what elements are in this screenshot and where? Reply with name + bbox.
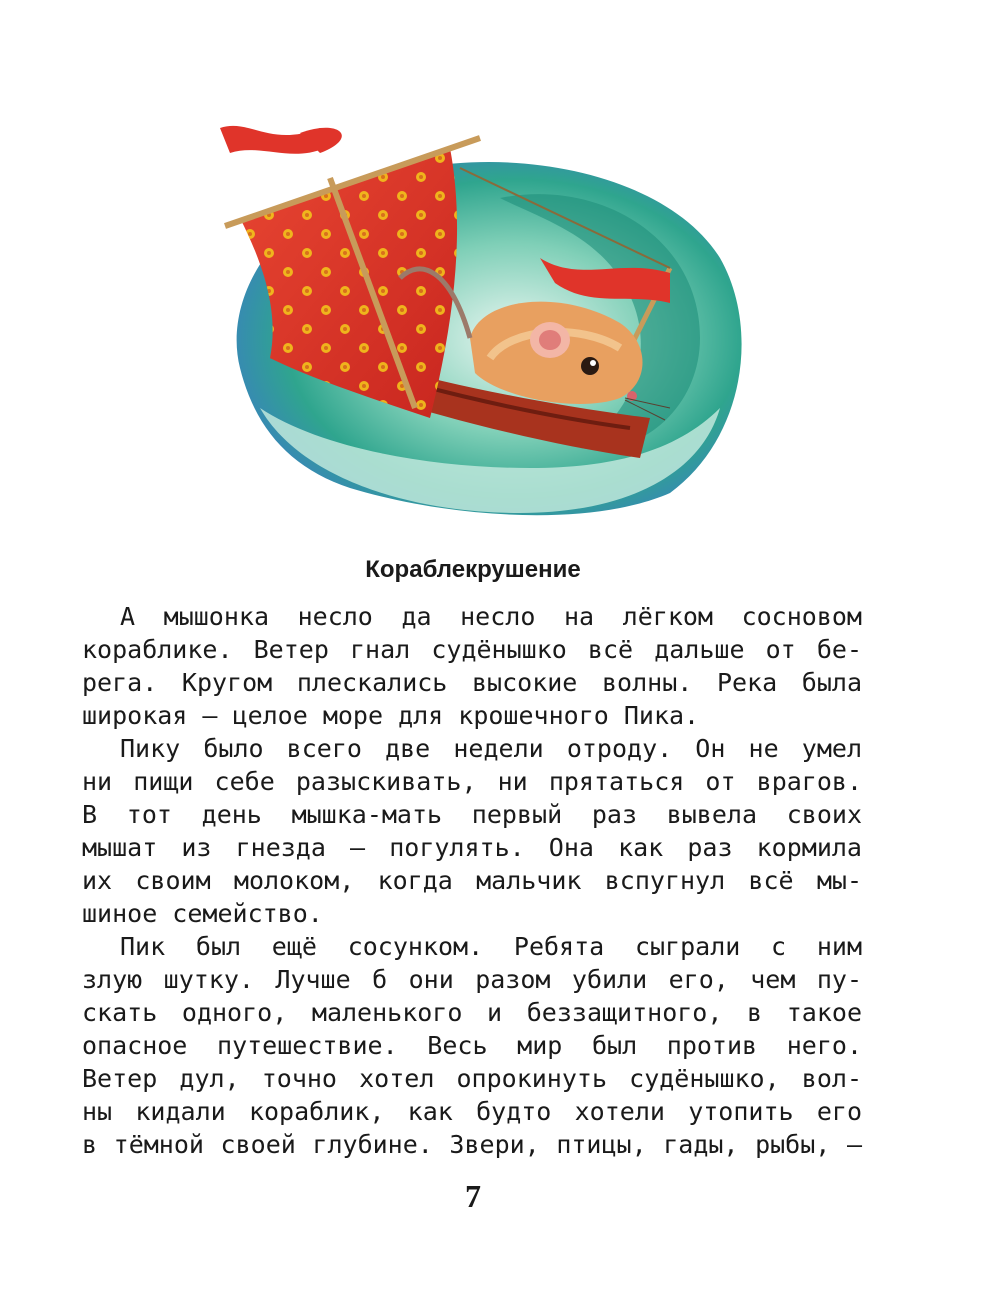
text-line: ни пищи себе разыскивать, ни прятаться от врагов. (82, 767, 862, 796)
text-line: опасное путешествие. Весь мир был против него. (82, 1031, 862, 1060)
text-line: злую шутку. Лучше б они разом убили его, чем пу- (82, 965, 862, 994)
text-line: кораблике. Ветер гнал судёнышко всё дальше от бе- (82, 635, 862, 664)
text-line: В тот день мышка-мать первый раз вывела своих (82, 800, 862, 829)
text-line: шиное семейство. (82, 899, 323, 928)
chapter-title: Кораблекрушение (365, 556, 581, 583)
text-line: Пик был ещё сосунком. Ребята сыграли с ним (120, 932, 862, 961)
page-number: 7 (465, 1178, 481, 1214)
text-line: Ветер дул, точно хотел опрокинуть судёнышко, вол- (82, 1064, 862, 1093)
text-line: мышат из гнезда — погулять. Она как раз кормила (82, 833, 862, 862)
text-line: широкая — целое море для крошечного Пика. (82, 701, 700, 730)
top-pennant (220, 126, 342, 154)
text-line: рега. Кругом плескались высокие волны. Река была (82, 668, 862, 697)
mouse-on-sail-boat-illustration (200, 108, 760, 528)
story-text (82, 600, 862, 1161)
text-line: А мышонка несло да несло на лёгком сосновом (120, 602, 862, 631)
text-line: ны кидали кораблик, как будто хотели утопить его (82, 1097, 862, 1126)
text-line: их своим молоком, когда мальчик вспугнул всё мы- (82, 866, 862, 895)
text-line: в тёмной своей глубине. Звери, птицы, гады, рыбы, — (82, 1130, 862, 1159)
text-line: Пику было всего две недели отроду. Он не умел (120, 734, 862, 763)
text-line: скать одного, маленького и беззащитного, в такое (82, 998, 862, 1027)
